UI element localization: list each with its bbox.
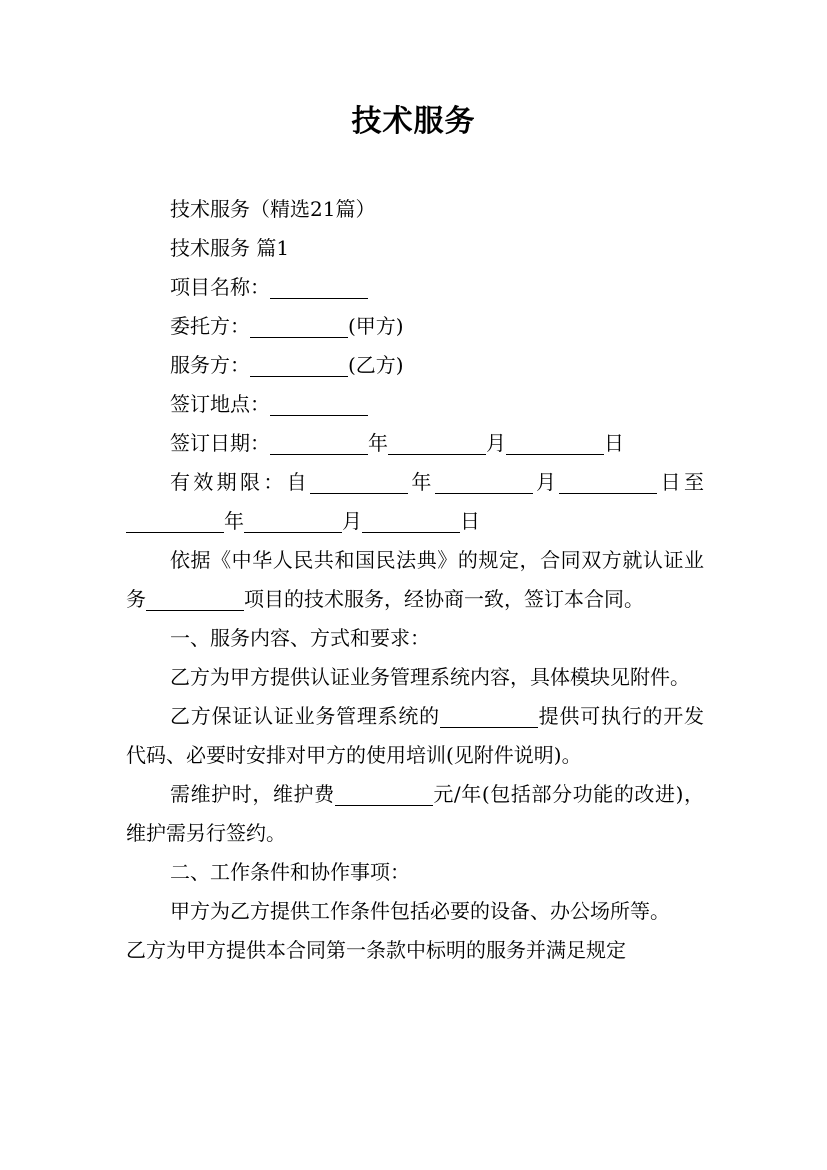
- to-month-blank: [244, 512, 342, 533]
- subtitle-text: 技术服务（精选21篇）: [170, 197, 376, 221]
- to-day-blank: [362, 512, 460, 533]
- system-blank: [440, 707, 538, 728]
- maintenance-fee-blank: [335, 785, 433, 806]
- basis-text-1: 依据《中华人民共和国民法典》的规定，合同双方就认证业务: [126, 548, 704, 611]
- year-text: 年: [224, 509, 244, 533]
- basis-text-2: 项目的技术服务，经协商一致，签订本合同。: [244, 587, 644, 611]
- section-1-paragraph-3-text-a: 需维护时，维护费: [170, 782, 335, 806]
- from-day-blank: [559, 473, 657, 494]
- article-heading-text: 技术服务 篇1: [170, 236, 290, 260]
- document-title: 技术服务: [351, 104, 476, 139]
- provider-b-line: [126, 346, 704, 385]
- provider-b-tail: (乙方): [348, 353, 404, 377]
- section-2-paragraph-1: [126, 892, 704, 931]
- article-heading: [126, 229, 704, 268]
- year-text: 年: [368, 431, 388, 455]
- day-to-text: 日至: [657, 470, 705, 494]
- client-a-label: 委托方：: [170, 314, 250, 338]
- section-1-heading: [126, 619, 704, 658]
- section-2-paragraph-2-text: 乙方为甲方提供本合同第一条款中标明的服务并满足规定: [126, 938, 626, 962]
- subtitle: [126, 190, 704, 229]
- month-text: 月: [486, 431, 506, 455]
- section-2-heading-text: 二、工作条件和协作事项：: [170, 860, 410, 884]
- month-text: 月: [342, 509, 362, 533]
- month-text: 月: [532, 470, 560, 494]
- section-1-heading-text: 一、服务内容、方式和要求：: [170, 626, 430, 650]
- sign-place-blank: [270, 395, 368, 416]
- client-a-blank: [250, 317, 348, 338]
- section-2-paragraph-1-text: 甲方为乙方提供工作条件包括必要的设备、办公场所等。: [170, 899, 670, 923]
- project-name-line: [126, 268, 704, 307]
- provider-b-label: 服务方：: [170, 353, 250, 377]
- sign-day-blank: [506, 434, 604, 455]
- project-name-label: 项目名称：: [170, 275, 270, 299]
- document-body: [126, 190, 704, 970]
- from-year-blank: [310, 473, 408, 494]
- section-1-paragraph-2-text-b: 提供可执行的开发代码、必要时安排对甲方的使用培训(见附件说明)。: [126, 704, 705, 767]
- sign-date-label: 签订日期：: [170, 431, 270, 455]
- year-text: 年: [408, 470, 435, 494]
- valid-period-line: [126, 463, 704, 541]
- project-blank: [146, 590, 244, 611]
- client-a-line: [126, 307, 704, 346]
- provider-b-blank: [250, 356, 348, 377]
- section-1-paragraph-2-text-a: 乙方保证认证业务管理系统的: [170, 704, 440, 728]
- sign-place-line: [126, 385, 704, 424]
- day-text: 日: [604, 431, 624, 455]
- section-1-paragraph-1: [126, 658, 704, 697]
- to-year-blank: [126, 512, 224, 533]
- day-text: 日: [460, 509, 480, 533]
- section-1-paragraph-1-text: 乙方为甲方提供认证业务管理系统内容，具体模块见附件。: [170, 665, 690, 689]
- client-a-tail: (甲方): [348, 314, 404, 338]
- section-1-paragraph-2: [126, 697, 704, 775]
- from-month-blank: [435, 473, 533, 494]
- sign-place-label: 签订地点：: [170, 392, 270, 416]
- sign-month-blank: [388, 434, 486, 455]
- valid-period-label: 有效期限：自: [170, 470, 310, 494]
- sign-year-blank: [270, 434, 368, 455]
- basis-paragraph: [126, 541, 704, 619]
- section-1-paragraph-3-text-b: 元/年(包括部分功能的改进)，维护需另行签约。: [126, 782, 704, 845]
- project-name-blank: [270, 278, 368, 299]
- section-2-heading: [126, 853, 704, 892]
- section-1-paragraph-3: [126, 775, 704, 853]
- sign-date-line: [126, 424, 704, 463]
- section-2-paragraph-2: [126, 931, 704, 970]
